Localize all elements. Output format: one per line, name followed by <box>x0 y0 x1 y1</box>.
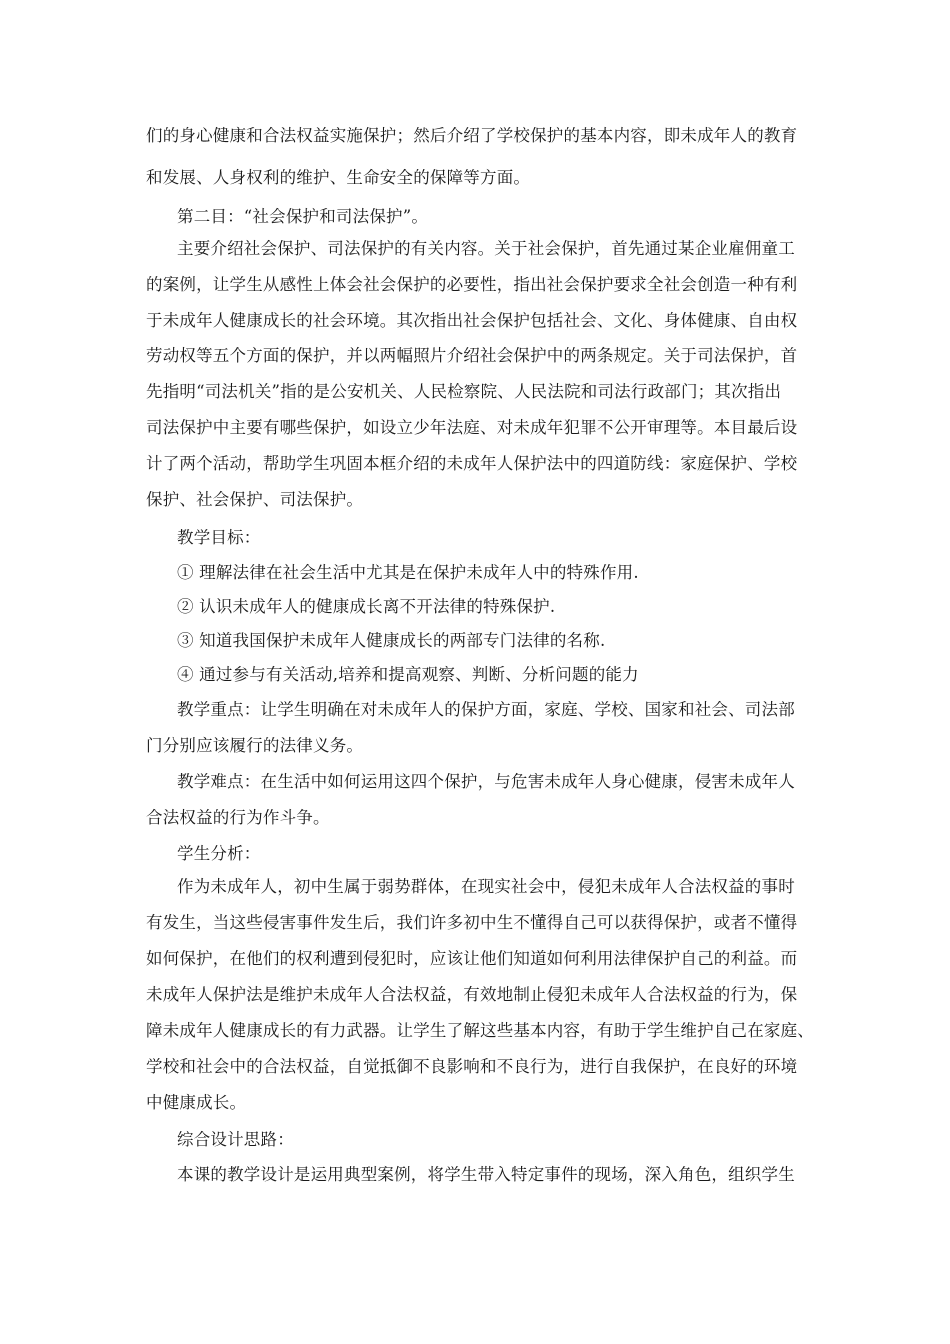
section-heading: 第二目：“社会保护和司法保护”。 <box>177 207 429 226</box>
text-line: 作为未成年人，初中生属于弱势群体，在现实社会中，侵犯未成年人合法权益的事时 <box>177 877 795 896</box>
text-line: 障未成年人健康成长的有力武器。让学生了解这些基本内容，有助于学生维护自己在家庭、 <box>146 1021 814 1040</box>
section-heading: 教学目标： <box>177 528 261 547</box>
list-item: ④ 通过参与有关活动,培养和提高观察、判断、分析问题的能力 <box>177 665 639 684</box>
text-line: 合法权益的行为作斗争。 <box>146 808 330 827</box>
text-line: 中健康成长。 <box>146 1093 247 1112</box>
text-line: 计了两个活动，帮助学生巩固本框介绍的未成年人保护法中的四道防线：家庭保护、学校 <box>146 454 798 473</box>
list-item: ③ 知道我国保护未成年人健康成长的两部专门法律的名称. <box>177 631 606 650</box>
text-line: 如何保护，在他们的权利遭到侵犯时，应该让他们知道如何利用法律保护自己的利益。而 <box>146 949 798 968</box>
text-line: 有发生，当这些侵害事件发生后，我们许多初中生不懂得自己可以获得保护，或者不懂得 <box>146 913 798 932</box>
text-line: 门分别应该履行的法律义务。 <box>146 736 364 755</box>
text-line: 先指明“司法机关”指的是公安机关、人民检察院、人民法院和司法行政部门；其次指出 <box>146 382 782 401</box>
text-line: 和发展、人身权利的维护、生命安全的保障等方面。 <box>146 168 531 187</box>
text-line: 主要介绍社会保护、司法保护的有关内容。关于社会保护，首先通过某企业雇佣童工 <box>177 239 795 258</box>
text-line: 本课的教学设计是运用典型案例，将学生带入特定事件的现场，深入角色，组织学生 <box>177 1165 795 1184</box>
text-line: 司法保护中主要有哪些保护，如设立少年法庭、对未成年犯罪不公开审理等。本目最后设 <box>146 418 798 437</box>
section-heading: 学生分析： <box>177 844 261 863</box>
text-line: 教学难点：在生活中如何运用这四个保护，与危害未成年人身心健康，侵害未成年人 <box>177 772 795 791</box>
text-line: 们的身心健康和合法权益实施保护；然后介绍了学校保护的基本内容，即未成年人的教育 <box>146 126 798 145</box>
text-line: 学校和社会中的合法权益，自觉抵御不良影响和不良行为，进行自我保护，在良好的环境 <box>146 1057 798 1076</box>
list-item: ① 理解法律在社会生活中尤其是在保护未成年人中的特殊作用. <box>177 563 639 582</box>
text-line: 于未成年人健康成长的社会环境。其次指出社会保护包括社会、文化、身体健康、自由权 <box>146 311 798 330</box>
section-heading: 综合设计思路： <box>177 1130 294 1149</box>
list-item: ② 认识未成年人的健康成长离不开法律的特殊保护. <box>177 597 556 616</box>
text-line: 未成年人保护法是维护未成年人合法权益，有效地制止侵犯未成年人合法权益的行为，保 <box>146 985 798 1004</box>
text-line: 教学重点：让学生明确在对未成年人的保护方面，家庭、学校、国家和社会、司法部 <box>177 700 795 719</box>
text-line: 劳动权等五个方面的保护，并以两幅照片介绍社会保护中的两条规定。关于司法保护，首 <box>146 346 798 365</box>
text-line: 保护、社会保护、司法保护。 <box>146 490 364 509</box>
text-line: 的案例，让学生从感性上体会社会保护的必要性，指出社会保护要求全社会创造一种有利 <box>146 275 798 294</box>
